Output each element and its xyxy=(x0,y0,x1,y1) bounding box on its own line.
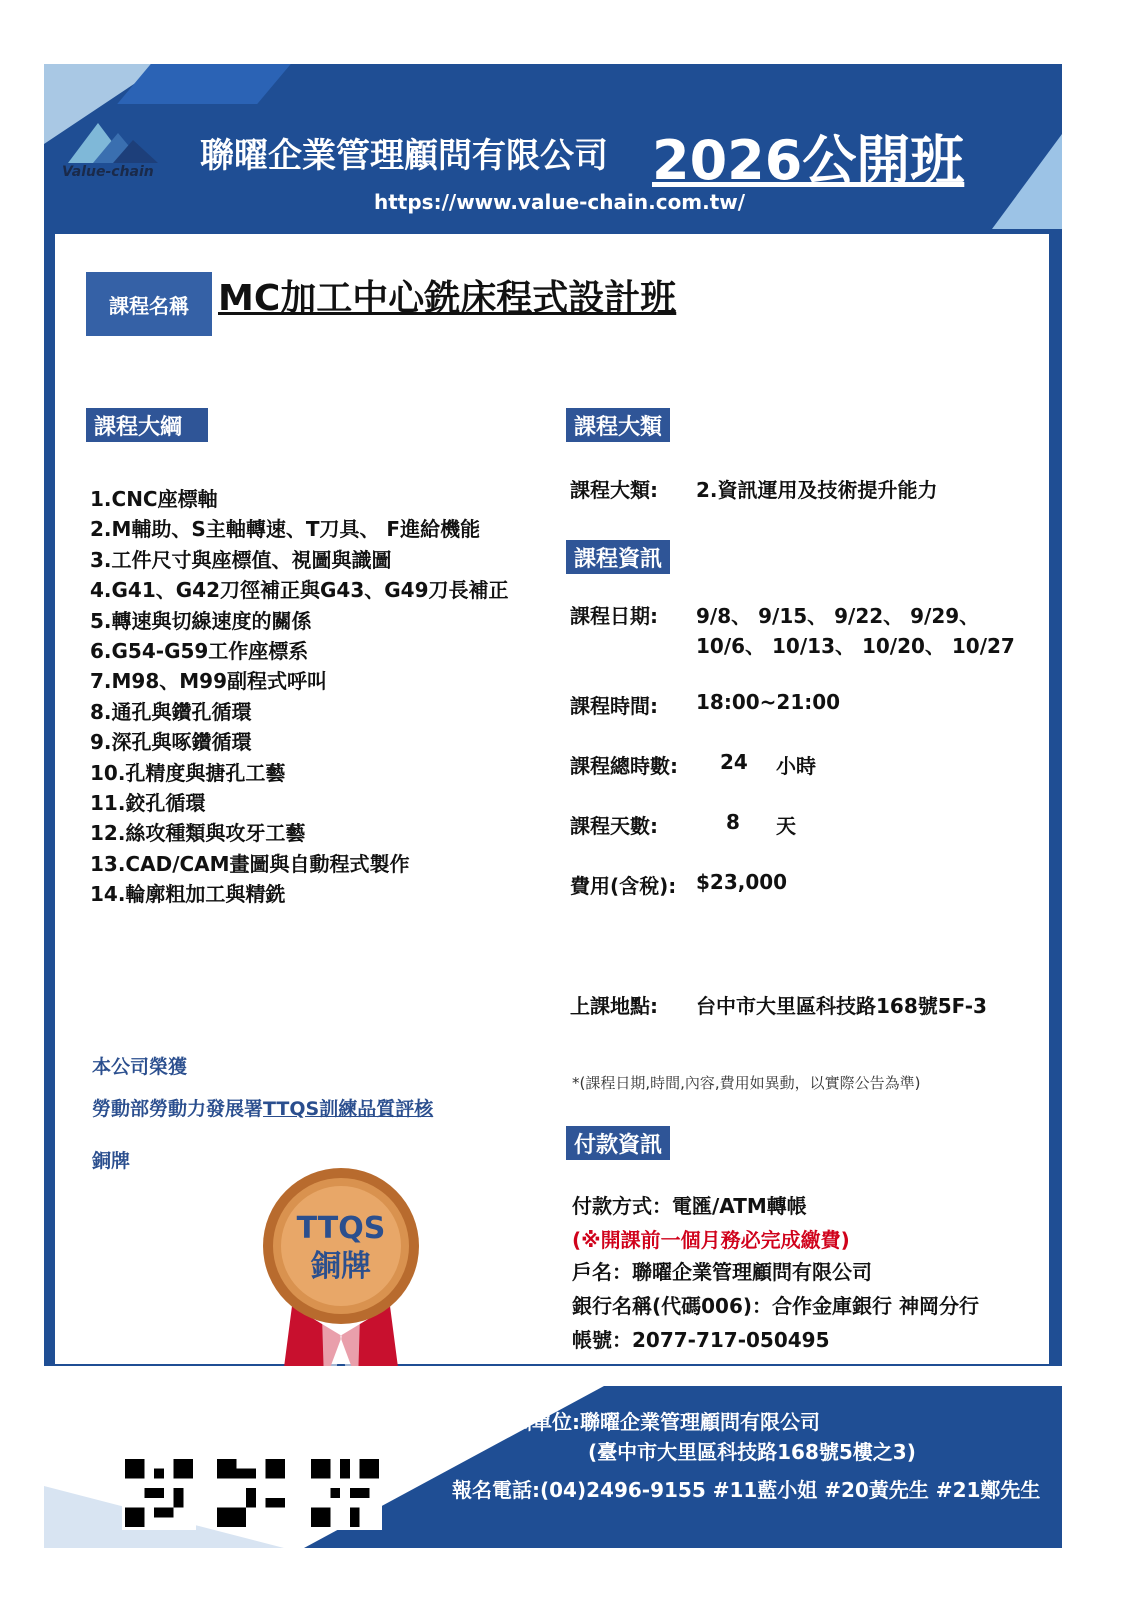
footer-organizer: 辦訓單位:聯曜企業管理顧問有限公司 xyxy=(492,1410,820,1434)
hours-value: 24 xyxy=(720,750,748,774)
hours-key: 課程總時數: xyxy=(570,754,678,778)
logo-text: Value-chain xyxy=(62,164,154,180)
payment-method: 付款方式：電匯/ATM轉帳 xyxy=(572,1194,807,1218)
honor-ttqs-link: TTQS訓練品質評核 xyxy=(263,1098,434,1120)
outline-label: 課程大綱 xyxy=(86,408,208,442)
list-item: 11.鉸孔循環 xyxy=(90,791,206,816)
bank-name: 銀行名稱(代碼006)：合作金庫銀行 神岡分行 xyxy=(572,1294,979,1318)
account-number: 帳號：2077-717-050495 xyxy=(572,1328,830,1352)
honor-line2 xyxy=(92,1094,433,1121)
list-item: 7.M98、M99副程式呼叫 xyxy=(90,669,327,694)
info-label: 課程資訊 xyxy=(566,540,670,574)
days-key: 課程天數: xyxy=(570,814,658,838)
category-label: 課程大類 xyxy=(566,408,670,442)
days-unit: 天 xyxy=(776,814,796,838)
honor-line1: 本公司榮獲 xyxy=(92,1056,188,1078)
list-item: 3.工件尺寸與座標值、視圖與識圖 xyxy=(90,547,392,572)
dates-line2: 10/6、 10/13、 10/20、 10/27 xyxy=(696,634,1015,658)
decor-triangle-right xyxy=(992,134,1062,229)
qr-code-icon[interactable] xyxy=(122,1456,196,1530)
list-item: 9.深孔與啄鑽循環 xyxy=(90,730,252,755)
hours-unit: 小時 xyxy=(776,754,816,778)
qr-code-icon[interactable] xyxy=(214,1456,288,1530)
payment-warning: (※開課前一個月務必完成繳費) xyxy=(572,1228,850,1252)
time-value: 18:00~21:00 xyxy=(696,690,841,714)
list-item: 8.通孔與鑽孔循環 xyxy=(90,699,252,724)
dates-key: 課程日期: xyxy=(570,604,658,628)
location-key: 上課地點: xyxy=(570,994,658,1018)
footer-phone: 報名電話:(04)2496-9155 #11藍小姐 #20黃先生 #21鄭先生 xyxy=(452,1478,1041,1502)
dates-line1: 9/8、 9/15、 9/22、 9/29、 xyxy=(696,604,980,628)
list-item: 6.G54-G59工作座標系 xyxy=(90,639,309,664)
list-item: 1.CNC座標軸 xyxy=(90,487,218,511)
category-value: 2.資訊運用及技術提升能力 xyxy=(696,478,938,502)
account-name: 戶名：聯曜企業管理顧問有限公司 xyxy=(572,1260,872,1284)
footer-address: (臺中市大里區科技路168號5樓之3) xyxy=(588,1440,916,1464)
location-value: 台中市大里區科技路168號5F-3 xyxy=(696,994,987,1018)
list-item: 10.孔精度與搪孔工藝 xyxy=(90,760,286,785)
list-item: 14.輪廓粗加工與精銑 xyxy=(90,882,286,907)
time-key: 課程時間: xyxy=(570,694,658,718)
course-name: MC加工中心銑床程式設計班 xyxy=(218,278,677,319)
medal-bronze-text: 銅牌 xyxy=(311,1249,371,1284)
medal-ttqs-text: TTQS xyxy=(296,1211,386,1246)
list-item: 4.G41、G42刀徑補正與G43、G49刀長補正 xyxy=(90,578,509,603)
list-item: 13.CAD/CAM畫圖與自動程式製作 xyxy=(90,851,410,876)
fee-value: $23,000 xyxy=(696,870,788,894)
list-item: 5.轉速與切線速度的關係 xyxy=(90,608,312,633)
list-item: 2.M輔助、S主軸轉速、T刀具、 F進給機能 xyxy=(90,517,481,542)
course-name-label: 課程名稱 xyxy=(86,272,212,336)
honor-org: 勞動部勞動力發展署 xyxy=(92,1098,264,1120)
category-key: 課程大類: xyxy=(570,478,658,502)
payment-label: 付款資訊 xyxy=(566,1126,670,1160)
fee-key: 費用(含稅): xyxy=(570,874,677,898)
company-name: 聯曜企業管理顧問有限公司 xyxy=(200,136,608,176)
days-value: 8 xyxy=(726,810,740,834)
qr-code-icon[interactable] xyxy=(308,1456,382,1530)
change-note: *(課程日期,時間,內容,費用如異動，以實際公告為準) xyxy=(572,1074,921,1092)
year-title: 2026公開班 xyxy=(652,129,965,192)
outline-list xyxy=(90,484,530,910)
list-item: 12.絲攻種類與攻牙工藝 xyxy=(90,821,306,846)
honor-line3: 銅牌 xyxy=(92,1150,131,1172)
website-link[interactable]: https://www.value-chain.com.tw/ xyxy=(374,190,746,214)
